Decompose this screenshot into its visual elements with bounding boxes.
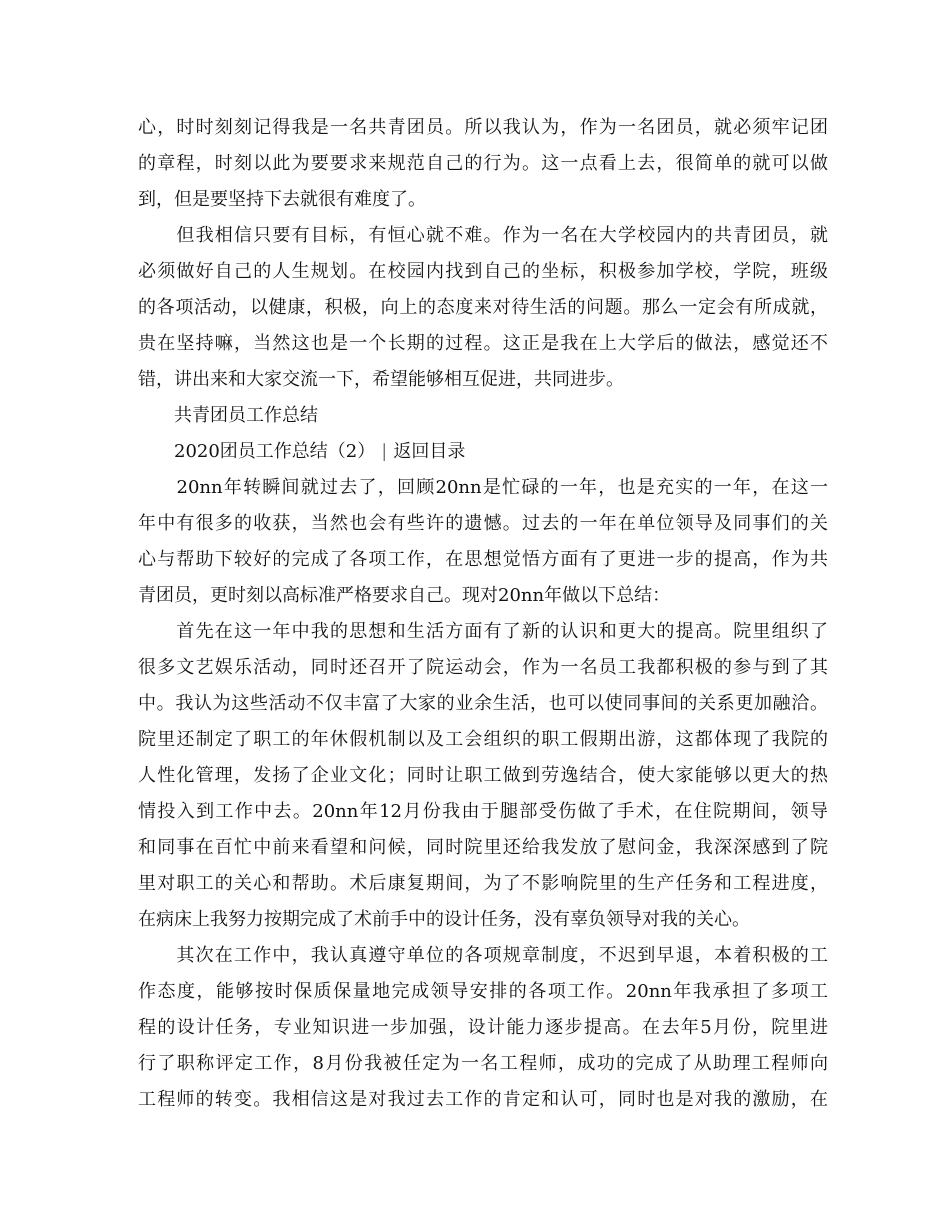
paragraph-line: 到，但是要坚持下去就很有难度了。 xyxy=(138,189,426,210)
paragraph-line: 必须做好自己的人生规划。在校园内找到自己的坐标，积极参加学校，学院，班级 xyxy=(138,261,828,282)
paragraph-line: 其次在工作中，我认真遵守单位的各项规章制度，不迟到早退，本着积极的工 xyxy=(138,945,828,966)
paragraph-line: 错，讲出来和大家交流一下，希望能够相互促进，共同进步。 xyxy=(138,369,624,390)
toc-title: 2020团员工作总结（2） xyxy=(138,441,376,462)
toc-separator: | xyxy=(381,441,388,462)
paragraph-line: 青团员，更时刻以高标准严格要求自己。现对20nn年做以下总结： xyxy=(138,585,671,606)
paragraph-line: 人性化管理，发扬了企业文化；同时让职工做到劳逸结合，使大家能够以更大的热 xyxy=(138,765,828,786)
paragraph-line: 心，时时刻刻记得我是一名共青团员。所以我认为，作为一名团员，就必须牢记团 xyxy=(138,117,828,138)
paragraph-line: 里对职工的关心和帮助。术后康复期间，为了不影响院里的生产任务和工程进度， xyxy=(138,873,828,894)
paragraph-line: 工程师的转变。我相信这是对我过去工作的肯定和认可，同时也是对我的激励，在 xyxy=(138,1089,828,1110)
paragraph-line: 院里还制定了职工的年休假机制以及工会组织的职工假期出游，这都体现了我院的 xyxy=(138,729,828,750)
back-to-contents-link[interactable]: 返回目录 xyxy=(393,441,466,462)
paragraph-line: 行了职称评定工作，8月份我被任定为一名工程师，成功的完成了从助理工程师向 xyxy=(138,1053,828,1074)
paragraph-line: 年中有很多的收获，当然也会有些许的遗憾。过去的一年在单位领导及同事们的关 xyxy=(138,513,828,534)
paragraph-line: 和同事在百忙中前来看望和问候，同时院里还给我发放了慰问金，我深深感到了院 xyxy=(138,837,828,858)
section-heading: 共青团员工作总结 xyxy=(138,405,318,426)
paragraph-line: 首先在这一年中我的思想和生活方面有了新的认识和更大的提高。院里组织了 xyxy=(138,621,828,642)
paragraph-line: 在病床上我努力按期完成了术前手中的设计任务，没有辜负领导对我的关心。 xyxy=(138,909,750,930)
toc-entry xyxy=(138,441,828,463)
paragraph-line: 作态度，能够按时保质保量地完成领导安排的各项工作。20nn年我承担了多项工 xyxy=(138,981,828,1002)
paragraph-line: 情投入到工作中去。20nn年12月份我由于腿部受伤做了手术，在住院期间，领导 xyxy=(138,801,828,822)
paragraph-line: 的各项活动，以健康，积极，向上的态度来对待生活的问题。那么一定会有所成就， xyxy=(138,297,828,318)
paragraph-line: 20nn年转瞬间就过去了，回顾20nn是忙碌的一年，也是充实的一年，在这一 xyxy=(138,477,828,498)
paragraph-line: 程的设计任务，专业知识进一步加强，设计能力逐步提高。在去年5月份，院里进 xyxy=(138,1017,828,1038)
paragraph-line: 很多文艺娱乐活动，同时还召开了院运动会，作为一名员工我都积极的参与到了其 xyxy=(138,657,828,678)
paragraph-line: 中。我认为这些活动不仅丰富了大家的业余生活，也可以使同事间的关系更加融洽。 xyxy=(138,693,828,714)
paragraph-line: 心与帮助下较好的完成了各项工作，在思想觉悟方面有了更进一步的提高，作为共 xyxy=(138,549,828,570)
paragraph-line: 的章程，时刻以此为要要求来规范自己的行为。这一点看上去，很简单的就可以做 xyxy=(138,153,828,174)
paragraph-line: 但我相信只要有目标，有恒心就不难。作为一名在大学校园内的共青团员，就 xyxy=(138,225,828,246)
paragraph-line: 贵在坚持嘛，当然这也是一个长期的过程。这正是我在上大学后的做法，感觉还不 xyxy=(138,333,828,354)
